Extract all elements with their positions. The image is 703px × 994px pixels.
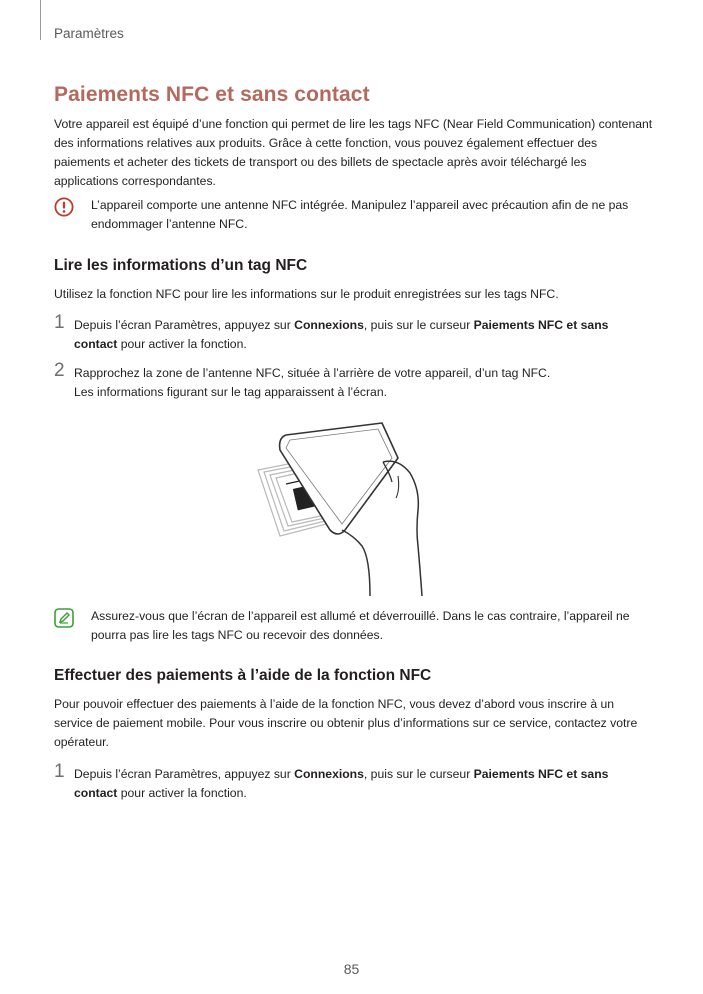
caution-text: L’appareil comporte une antenne NFC intégrée. Manipulez l’appareil avec précaution afin de ne pas endommager l’antenne NFC.	[91, 198, 629, 231]
section-heading-read-tag: Lire les informations d’un tag NFC	[54, 257, 308, 274]
page-title: Paiements NFC et sans contact	[54, 83, 370, 106]
intro-paragraph: Votre appareil est équipé d’une fonction qui permet de lire les tags NFC (Near Field Communication) contenant des informations relatives aux produits. Grâce à cette fonction, vous pouvez également effectuer des paiements et acheter des tickets de transport ou des billets de spectacle après avoir téléchargé les applications correspondantes.	[54, 117, 653, 188]
caution-icon	[54, 197, 74, 217]
tip-text: Assurez-vous que l’écran de l’appareil est allumé et déverrouillé. Dans le cas contraire, l’appareil ne pourra pas lire les tags NFC ou recevoir des données.	[91, 609, 630, 642]
step-text: Depuis l’écran Paramètres, appuyez sur Connexions, puis sur le curseur Paiements NFC et sans contact pour activer la fonction.	[74, 318, 609, 351]
margin-rule	[40, 0, 41, 40]
step-number: 1	[54, 312, 65, 333]
step-text: Depuis l’écran Paramètres, appuyez sur Connexions, puis sur le curseur Paiements NFC et sans contact pour activer la fonction.	[74, 767, 609, 800]
running-header: Paramètres	[54, 26, 124, 41]
step-number: 2	[54, 360, 65, 381]
step-number: 1	[54, 761, 65, 782]
step-text: Rapprochez la zone de l’antenne NFC, située à l’arrière de votre appareil, d’un tag NFC. Les informations figurant sur le tag apparaissent à l’écran.	[74, 366, 551, 399]
section-pay-intro: Pour pouvoir effectuer des paiements à l’aide de la fonction NFC, vous devez d’abord vous inscrire à un service de paiement mobile. Pour vous inscrire ou obtenir plus d’informations sur ce service, contactez votre opérateur.	[54, 697, 638, 749]
note-icon	[54, 608, 74, 628]
page-number: 85	[343, 961, 360, 977]
section-read-intro: Utilisez la fonction NFC pour lire les informations sur le produit enregistrées sur les tags NFC.	[54, 287, 559, 301]
section-heading-payments: Effectuer des paiements à l’aide de la fonction NFC	[54, 667, 432, 684]
hand-phone-nfc-tag-illustration	[250, 418, 460, 598]
